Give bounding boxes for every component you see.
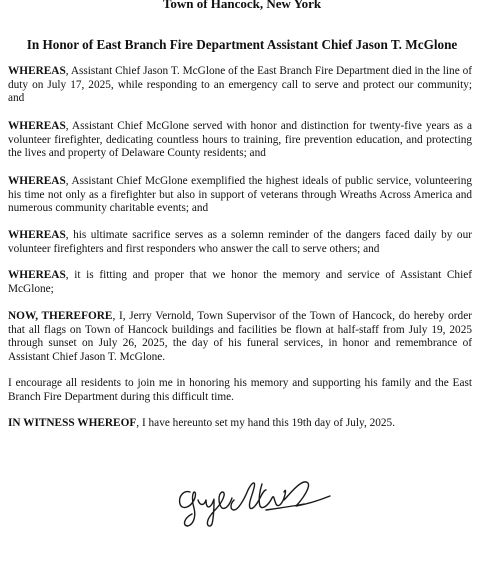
- paragraph-lead: NOW, THEREFORE: [8, 310, 113, 322]
- paragraph-lead: WHEREAS: [8, 65, 66, 77]
- paragraph-lead: WHEREAS: [8, 120, 66, 132]
- paragraph-text: , his ultimate sacrifice serves as a solemn reminder of the dangers faced daily by our volunteer firefighters and first responders who answer the call to serve others; and: [8, 229, 472, 255]
- witness-paragraph: [8, 417, 472, 431]
- now-therefore-paragraph: [8, 310, 472, 364]
- paragraph-text: I encourage all residents to join me in honoring his memory and supporting his family and the East Branch Fire Department during this difficult time.: [8, 377, 472, 403]
- municipality-heading: Town of Hancock, New York: [162, 0, 322, 11]
- whereas-paragraph-1: [8, 65, 472, 106]
- whereas-paragraph-4: [8, 229, 472, 256]
- handwritten-signature: [170, 470, 340, 530]
- signature-stroke-3: [219, 492, 232, 508]
- whereas-paragraph-5: [8, 269, 472, 296]
- paragraph-text: , it is fitting and proper that we honor the memory and service of Assistant Chief McGlone;: [8, 269, 472, 295]
- paragraph-text: , I, Jerry Vernold, Town Supervisor of the Town of Hancock, do hereby order that all flags on Town of Hancock buildings and facilities be flown at half-staff from July 19, 2025 through sunset on July 26, 2025, the day of his funeral services, in honor and remembrance of Assistant Chief Jason T. McGlone.: [8, 310, 472, 363]
- paragraph-lead: WHEREAS: [8, 175, 66, 187]
- paragraph-lead: IN WITNESS WHEREOF: [8, 417, 137, 429]
- proclamation-title: In Honor of East Branch Fire Department Assistant Chief Jason T. McGlone: [26, 37, 458, 52]
- paragraph-text: , Assistant Chief Jason T. McGlone of the East Branch Fire Department died in the line of duty on July 17, 2025, while responding to an emergency call to serve and protect our community; and: [8, 65, 472, 105]
- signature-stroke-1: [180, 492, 196, 526]
- encouragement-paragraph: [8, 377, 472, 404]
- paragraph-lead: WHEREAS: [8, 229, 66, 241]
- whereas-paragraph-2: [8, 120, 472, 161]
- whereas-paragraph-3: [8, 175, 472, 216]
- signature-stroke-2: [198, 499, 220, 526]
- paragraph-text: , I have hereunto set my hand this 19th day of July, 2025.: [136, 417, 396, 429]
- paragraph-text: , Assistant Chief McGlone served with honor and distinction for twenty-five years as a volunteer firefighter, dedicating countless hours to training, fire prevention education, and protecting the lives and property of Delaware County residents; and: [8, 120, 472, 160]
- paragraph-text: , Assistant Chief McGlone exemplified the highest ideals of public service, volunteering his time not only as a firefighter but also in support of veterans through Wreaths Across America and numerous community charitable events; and: [8, 175, 472, 215]
- signature-stroke-5: [259, 484, 285, 508]
- signature-stroke-7: [266, 504, 304, 510]
- signature-stroke-6: [284, 482, 330, 506]
- paragraph-lead: WHEREAS: [8, 269, 66, 281]
